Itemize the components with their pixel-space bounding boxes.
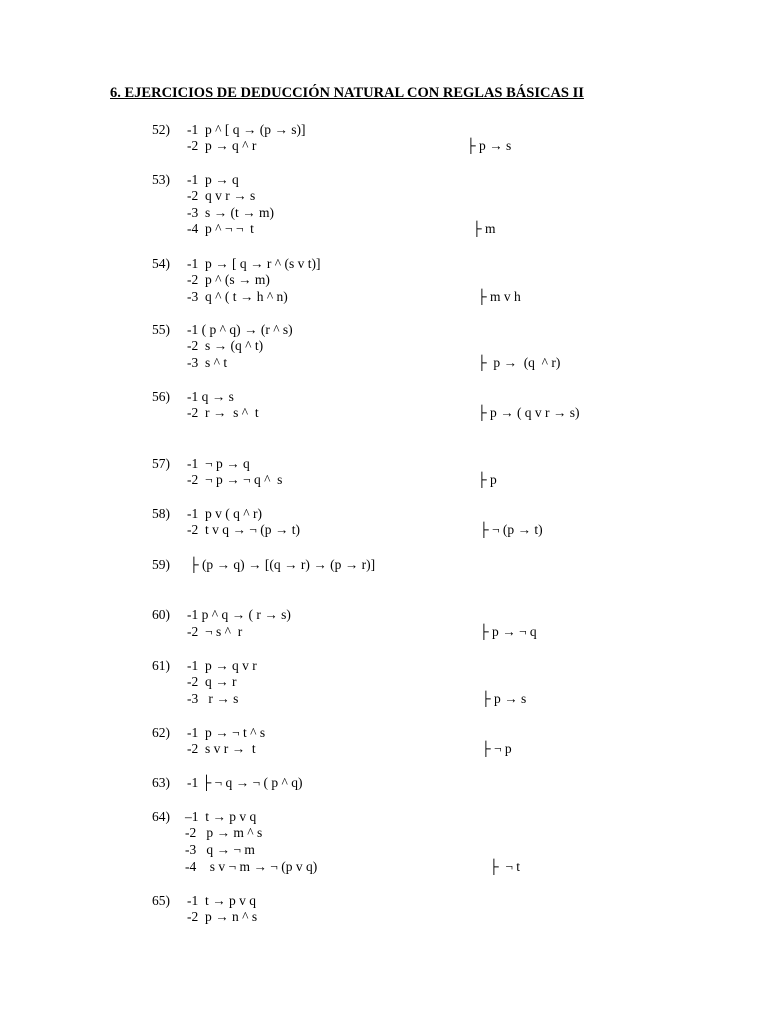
- conclusion: ├ ¬ t: [489, 859, 521, 874]
- exercise-number: 54): [152, 256, 170, 271]
- page-title: 6. EJERCICIOS DE DEDUCCIÓN NATURAL CON REGLAS BÁSICAS II: [110, 85, 584, 101]
- premise: -3 r → s: [187, 691, 239, 706]
- premise: ├ (p → q) → [(q → r) → (p → r)]: [189, 557, 376, 572]
- exercise-number: 62): [152, 725, 170, 740]
- premise: -4 p ^ ¬ ¬ t: [187, 221, 254, 236]
- exercise-number: 59): [152, 557, 170, 572]
- premise: -3 s ^ t: [187, 355, 228, 370]
- premise: -1 q → s: [187, 389, 234, 404]
- premise: -2 ¬ s ^ r: [187, 624, 243, 639]
- conclusion: ├ ¬ p: [481, 741, 512, 756]
- conclusion: ├ p → ¬ q: [479, 624, 537, 639]
- exercise-number: 53): [152, 172, 170, 187]
- premise: -3 s → (t → m): [187, 205, 274, 220]
- premise: -1 p ^ q → ( r → s): [187, 607, 291, 622]
- premise: -1 p → q: [187, 172, 239, 187]
- premise: –1 t → p v q: [185, 809, 257, 824]
- premise: -1 t → p v q: [187, 893, 256, 908]
- premise: -2 p → m ^ s: [185, 825, 263, 840]
- premise: -1 p ^ [ q → (p → s)]: [187, 122, 306, 137]
- premise: -3 q ^ ( t → h ^ n): [187, 289, 288, 304]
- conclusion: ├ p → s: [466, 138, 512, 153]
- conclusion: ├ p → (q ^ r): [477, 355, 561, 370]
- premise: -2 ¬ p → ¬ q ^ s: [187, 472, 283, 487]
- exercise-number: 57): [152, 456, 170, 471]
- premise: -2 r → s ^ t: [187, 405, 259, 420]
- exercise-number: 52): [152, 122, 170, 137]
- exercise-number: 58): [152, 506, 170, 521]
- conclusion: ├ p: [477, 472, 497, 487]
- exercise-number: 60): [152, 607, 170, 622]
- exercise-number: 56): [152, 389, 170, 404]
- exercise-number: 61): [152, 658, 170, 673]
- premise: -1 ¬ p → q: [187, 456, 250, 471]
- premise: -1 p → [ q → r ^ (s v t)]: [187, 256, 321, 271]
- exercise-number: 63): [152, 775, 170, 790]
- exercise-number: 64): [152, 809, 170, 824]
- premise: -2 s v r → t: [187, 741, 256, 756]
- premise: -2 p → n ^ s: [187, 909, 258, 924]
- premise: -2 q v r → s: [187, 188, 256, 203]
- conclusion: ├ p → s: [481, 691, 527, 706]
- conclusion: ├ m v h: [477, 289, 521, 304]
- conclusion: ├ m: [472, 221, 496, 236]
- conclusion: ├ p → ( q v r → s): [477, 405, 580, 420]
- conclusion: ├ ¬ (p → t): [479, 522, 543, 537]
- premise: -2 s → (q ^ t): [187, 338, 264, 353]
- exercise-number: 55): [152, 322, 170, 337]
- premise: -3 q → ¬ m: [185, 842, 255, 857]
- premise: -1 p → q v r: [187, 658, 257, 673]
- premise: -2 p ^ (s → m): [187, 272, 270, 287]
- premise: -4 s v ¬ m → ¬ (p v q): [185, 859, 318, 874]
- premise: -1 ( p ^ q) → (r ^ s): [187, 322, 293, 337]
- premise: -2 t v q → ¬ (p → t): [187, 522, 300, 537]
- premise: -1 p v ( q ^ r): [187, 506, 262, 521]
- premise: -2 q → r: [187, 674, 237, 689]
- premise: -1 ├ ¬ q → ¬ ( p ^ q): [187, 775, 303, 790]
- premise: -1 p → ¬ t ^ s: [187, 725, 266, 740]
- exercise-number: 65): [152, 893, 170, 908]
- premise: -2 p → q ^ r: [187, 138, 257, 153]
